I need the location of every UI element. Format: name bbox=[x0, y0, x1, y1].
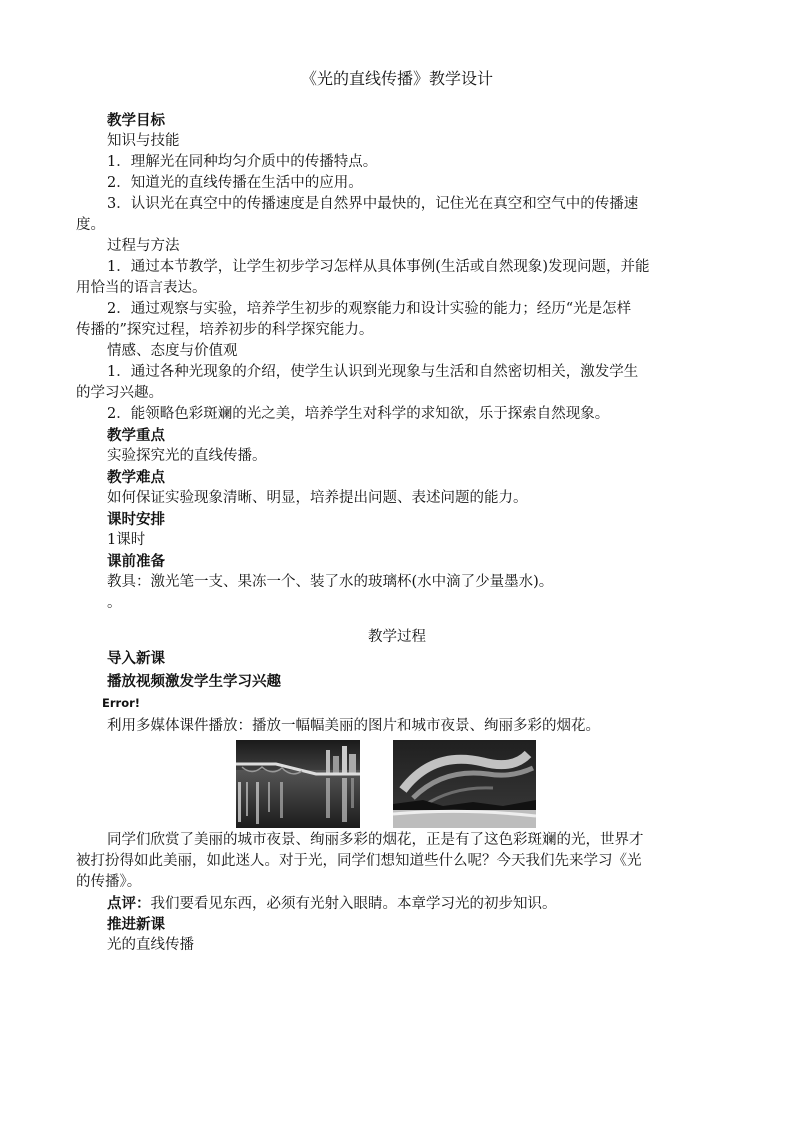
emotion-item-2: 2．能领略色彩斑斓的光之美，培养学生对科学的求知欲，乐于探索自然现象。 bbox=[107, 406, 610, 422]
knowledge-item-3: 3．认识光在真空中的传播速度是自然界中最快的，记住光在真空和空气中的传播速 bbox=[107, 196, 639, 212]
doc-title: 《光的直线传播》教学设计 bbox=[300, 69, 493, 88]
key-point-heading: 教学重点 bbox=[107, 427, 165, 444]
process-heading: 过程与方法 bbox=[107, 238, 180, 254]
advance-heading: 推进新课 bbox=[107, 916, 165, 933]
topic-text: 光的直线传播 bbox=[107, 937, 194, 953]
process-item-1: 1．通过本节教学，让学生初步学习怎样从具体事例(生活或自然现象)发现问题，并能 bbox=[107, 259, 650, 275]
para-line-1: 同学们欣赏了美丽的城市夜景、绚丽多彩的烟花，正是有了这色彩斑斓的光，世界才 bbox=[107, 832, 644, 848]
knowledge-item-3-cont: 度。 bbox=[76, 217, 105, 233]
difficulty-heading: 教学难点 bbox=[107, 469, 165, 486]
comment-line bbox=[107, 893, 701, 915]
knowledge-item-2: 2．知道光的直线传播在生活中的应用。 bbox=[107, 175, 363, 191]
process-item-2: 2．通过观察与实验，培养学生初步的观察能力和设计实验的能力；经历“光是怎样 bbox=[107, 301, 632, 317]
process-item-2-cont: 传播的”探究过程，培养初步的科学探究能力。 bbox=[76, 322, 374, 338]
para-line-2: 被打扮得如此美丽，如此迷人。对于光，同学们想知道些什么呢？今天我们先来学习《光 bbox=[76, 853, 642, 869]
comment-label: 点评： bbox=[107, 895, 151, 912]
key-point-text: 实验探究光的直线传播。 bbox=[107, 448, 267, 464]
schedule-text: 1课时 bbox=[107, 532, 146, 548]
prep-text: 教具：激光笔一支、果冻一个、装了水的玻璃杯(水中滴了少量墨水)。 bbox=[107, 574, 554, 590]
city-night-photo bbox=[236, 740, 360, 828]
emotion-heading: 情感、态度与价值观 bbox=[107, 343, 238, 359]
comment-text: 我们要看见东西，必须有光射入眼睛。本章学习光的初步知识。 bbox=[150, 896, 557, 912]
process-section-heading: 教学过程 bbox=[368, 629, 426, 645]
media-text: 利用多媒体课件播放：播放一幅幅美丽的图片和城市夜景、绚丽多彩的烟花。 bbox=[107, 718, 600, 734]
intro-heading: 导入新课 bbox=[107, 650, 165, 667]
knowledge-heading: 知识与技能 bbox=[107, 133, 180, 149]
prep-extra: 。 bbox=[107, 595, 122, 611]
difficulty-text: 如何保证实验现象清晰、明显，培养提出问题、表述问题的能力。 bbox=[107, 490, 528, 506]
knowledge-item-1: 1．理解光在同种均匀介质中的传播特点。 bbox=[107, 154, 378, 170]
process-item-1-cont: 用恰当的语言表达。 bbox=[76, 280, 207, 296]
emotion-item-1-cont: 的学习兴趣。 bbox=[76, 385, 163, 401]
goals-heading: 教学目标 bbox=[107, 112, 165, 129]
prep-heading: 课前准备 bbox=[107, 553, 165, 570]
schedule-heading: 课时安排 bbox=[107, 511, 165, 528]
emotion-item-1: 1．通过各种光现象的介绍，使学生认识到光现象与生活和自然密切相关，激发学生 bbox=[107, 364, 639, 380]
aurora-photo bbox=[393, 740, 536, 828]
video-heading: 播放视频激发学生学习兴趣 bbox=[107, 673, 281, 690]
para-line-3: 的传播》。 bbox=[76, 874, 142, 890]
error-text: Error! bbox=[102, 696, 141, 710]
